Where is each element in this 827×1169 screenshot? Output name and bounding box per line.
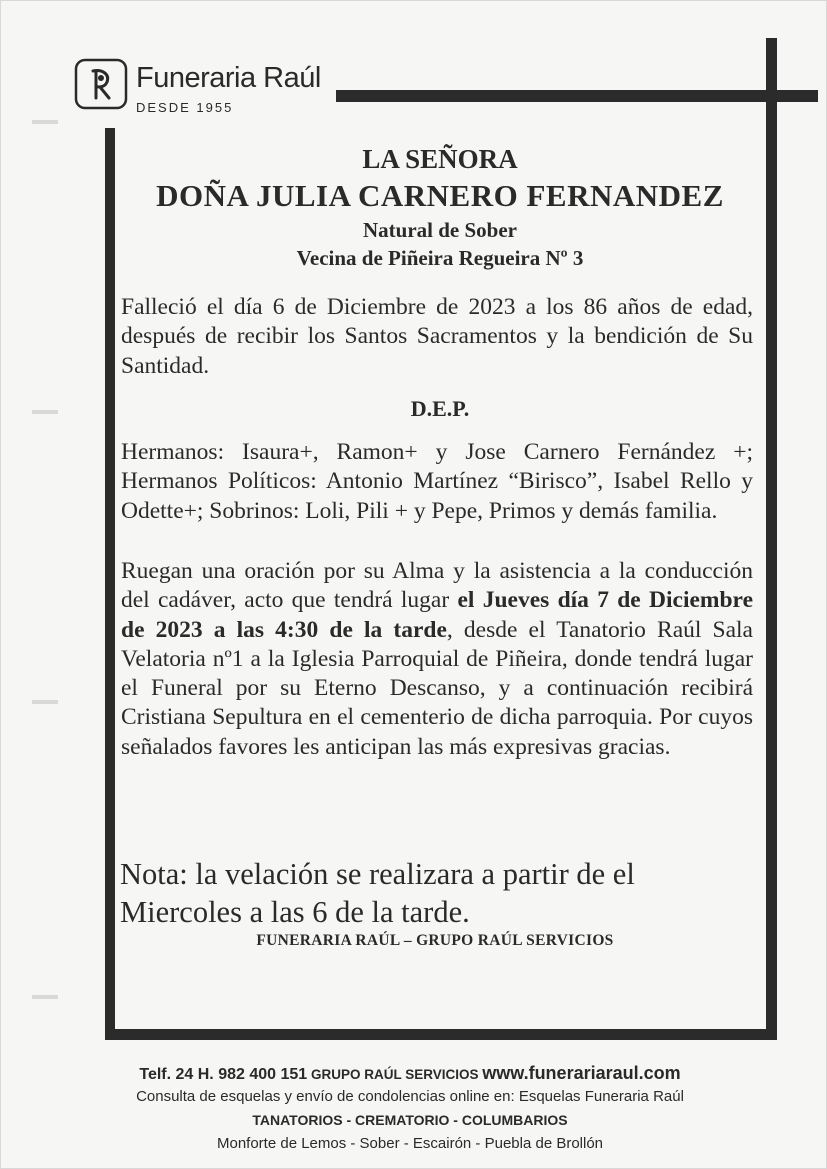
brand-since: DESDE 1955 <box>136 100 234 115</box>
brand-name: Funeraria Raúl <box>136 62 321 94</box>
residence-line: Vecina de Piñeira Regueira Nº 3 <box>296 246 584 270</box>
funeraria-logo <box>74 58 334 118</box>
funeral-text-intro: Ruegan una oración por su Alma y la asistencia a la conducción del cadáver, acto que tendrá lugar <box>121 558 753 614</box>
wake-note <box>120 855 760 931</box>
funeral-text-details: , desde el Tanatorio Raúl Sala Velatoria nº1 a la Iglesia Parroquial de Piñeira, donde tendrá lugar el Funeral por su Eterno Descanso, y a continuación recibirá Cristiana Sepultura en el cementerio de dicha parroquia. Por cuyos señalados favores les anticipan las más expresivas gracias. <box>121 616 753 760</box>
phone-number: 982 400 151 <box>218 1066 308 1083</box>
frame-bottom-line <box>105 1029 777 1040</box>
frame-cross-line <box>766 38 777 1040</box>
footer-consult: Consulta de esquelas y envío de condolencias online en: Esquelas Funeraria Raúl <box>136 1088 684 1105</box>
funeral-details <box>121 557 753 762</box>
phone-label: Telf. 24 H. <box>139 1066 219 1083</box>
origin-line: Natural de Sober <box>363 218 517 242</box>
footer-services: TANATORIOS - CREMATORIO - COLUMBARIOS <box>252 1112 568 1128</box>
signature: FUNERARIA RAÚL – GRUPO RAÚL SERVICIOS <box>256 932 614 949</box>
wake-note-line-1: Nota: la velación se realizara a partir de el <box>120 857 635 891</box>
website-link: www.funerariaraul.com <box>482 1063 681 1083</box>
footer-locations: Monforte de Lemos - Sober - Escairón - Puebla de Brollón <box>216 1135 604 1152</box>
title-honorific: LA SEÑORA <box>362 144 518 174</box>
footer-contact <box>60 1063 760 1084</box>
wake-note-line-2: Miercoles a las 6 de la tarde. <box>120 895 470 929</box>
frame-left-line <box>105 128 115 1040</box>
family-list: Hermanos: Isaura+, Ramon+ y Jose Carnero Fernández +; Hermanos Políticos: Antonio Martínez “Birisco”, Isabel Rello y Odette+; Sobrinos: Loli, Pili + y Pepe, Primos y demás familia. <box>121 439 753 524</box>
group-name: GRUPO RAÚL SERVICIOS <box>307 1067 483 1082</box>
death-notice: Falleció el día 6 de Diciembre de 2023 a los 86 años de edad, después de recibir los Santos Sacramentos y la bendición de Su Santidad. <box>121 294 753 379</box>
frame-top-line <box>336 90 818 102</box>
funeraria-logo-icon <box>74 58 128 110</box>
dep-heading: D.E.P. <box>410 396 470 421</box>
deceased-name: DOÑA JULIA CARNERO FERNANDEZ <box>156 178 724 213</box>
funeral-date-time: el Jueves día 7 de Diciembre de 2023 a las 4:30 de la tarde <box>121 587 753 643</box>
